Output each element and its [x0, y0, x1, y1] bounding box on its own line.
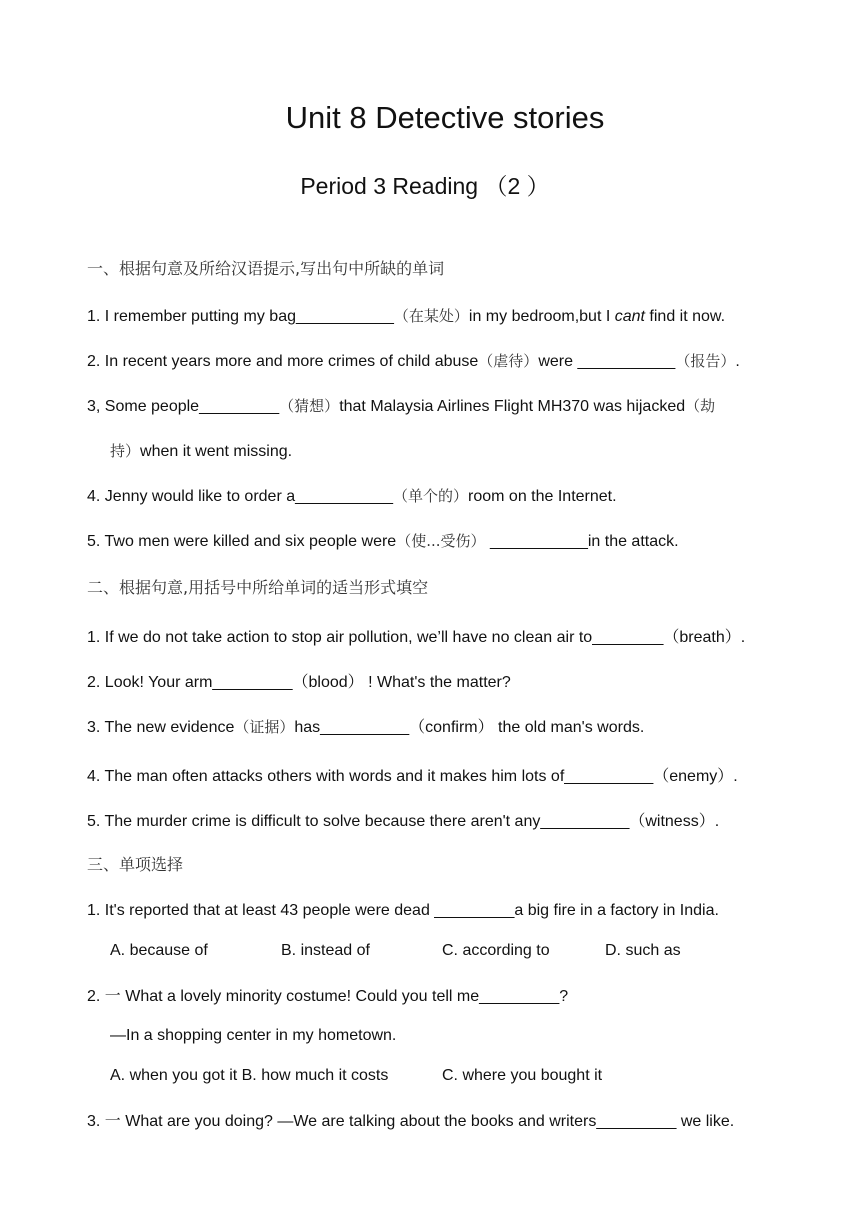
s2-q3-part-a: 3. The new evidence — [87, 719, 235, 736]
s1-q2-part-a: 2. In recent years more and more crimes of child abuse — [87, 353, 479, 370]
s1-q1-part-b: in my bedroom,but I — [468, 308, 615, 325]
s1-q3-hint-1: （猜想） — [279, 397, 340, 415]
s2-question-2: 2. Look! Your arm_________（blood） ! What's the matter? — [87, 674, 511, 691]
s1-q3-hint-2: （劫 — [685, 397, 716, 415]
s1-q1-part-a: 1. I remember putting my bag___________ — [87, 308, 394, 325]
s1-q1-hint: （在某处） — [393, 307, 469, 325]
s1-question-1 — [87, 305, 725, 326]
s3-question-3: 3. 一 What are you doing? —We are talking about the books and writers_________ we like. — [87, 1113, 735, 1130]
s3-q2-option-ab: A. when you got it B. how much it costs — [110, 1067, 389, 1084]
s3-q2-reply: —In a shopping center in my hometown. — [110, 1027, 397, 1044]
s3-question-2: 2. 一 What a lovely minority costume! Could you tell me_________? — [87, 988, 569, 1005]
s1-q3-part-b: that Malaysia Airlines Flight MH370 was hijacked — [339, 398, 686, 415]
s1-q3-hint-3: 持） — [110, 442, 141, 460]
s3-q1-option-c: C. according to — [442, 942, 550, 959]
s1-q2-hint-1: （虐待） — [478, 352, 539, 370]
s1-q5-hint: （使...受伤） — [396, 532, 486, 550]
s1-q5-part-b: ___________in the attack. — [485, 533, 679, 550]
s3-q2-option-c: C. where you bought it — [442, 1067, 603, 1084]
s2-question-3 — [87, 714, 644, 737]
s2-q3-hint: （证据） — [234, 718, 295, 736]
s1-q4-hint: （单个的） — [393, 487, 469, 505]
s1-q2-part-b: were ___________ — [538, 353, 676, 370]
s1-q1-italic: cant — [614, 308, 645, 325]
s1-question-4 — [87, 485, 617, 506]
page-title: Unit 8 Detective stories — [285, 100, 605, 135]
s1-q5-part-a: 5. Two men were killed and six people were — [87, 533, 397, 550]
s3-q1-option-b: B. instead of — [281, 942, 370, 959]
s3-q1-option-d: D. such as — [605, 942, 681, 959]
section-2-heading: 二、根据句意,用括号中所给单词的适当形式填空 — [87, 578, 429, 597]
s2-question-1: 1. If we do not take action to stop air pollution, we’ll have no clean air to________（breath）. — [87, 629, 746, 646]
section-3-heading: 三、单项选择 — [87, 855, 184, 874]
s3-question-1: 1. It's reported that at least 43 people were dead _________a big fire in a factory in India. — [87, 902, 719, 919]
s1-question-5 — [87, 530, 679, 551]
s1-q2-part-c: . — [735, 353, 740, 370]
s1-q3-part-c: when it went missing. — [140, 443, 293, 460]
s1-question-3 — [87, 395, 715, 416]
s3-q1-option-a: A. because of — [110, 942, 208, 959]
section-1-heading: 一、根据句意及所给汉语提示,写出句中所缺的单词 — [87, 259, 445, 278]
page-subtitle: Period 3 Reading （2 ） — [300, 173, 550, 199]
s1-q2-hint-2: （报告） — [675, 352, 736, 370]
s1-question-3-continued — [110, 440, 292, 461]
s2-question-5: 5. The murder crime is difficult to solve because there aren't any__________（witness）. — [87, 813, 720, 830]
s1-q1-part-c: find it now. — [644, 308, 726, 325]
s2-q3-part-b: has__________（confirm） the old man's words. — [294, 719, 645, 736]
s1-q4-part-b: room on the Internet. — [468, 488, 617, 505]
s2-question-4: 4. The man often attacks others with words and it makes him lots of__________（enemy）. — [87, 768, 738, 785]
s1-question-2 — [87, 350, 740, 371]
s1-q3-part-a: 3, Some people_________ — [87, 398, 280, 415]
s1-q4-part-a: 4. Jenny would like to order a___________ — [87, 488, 393, 505]
